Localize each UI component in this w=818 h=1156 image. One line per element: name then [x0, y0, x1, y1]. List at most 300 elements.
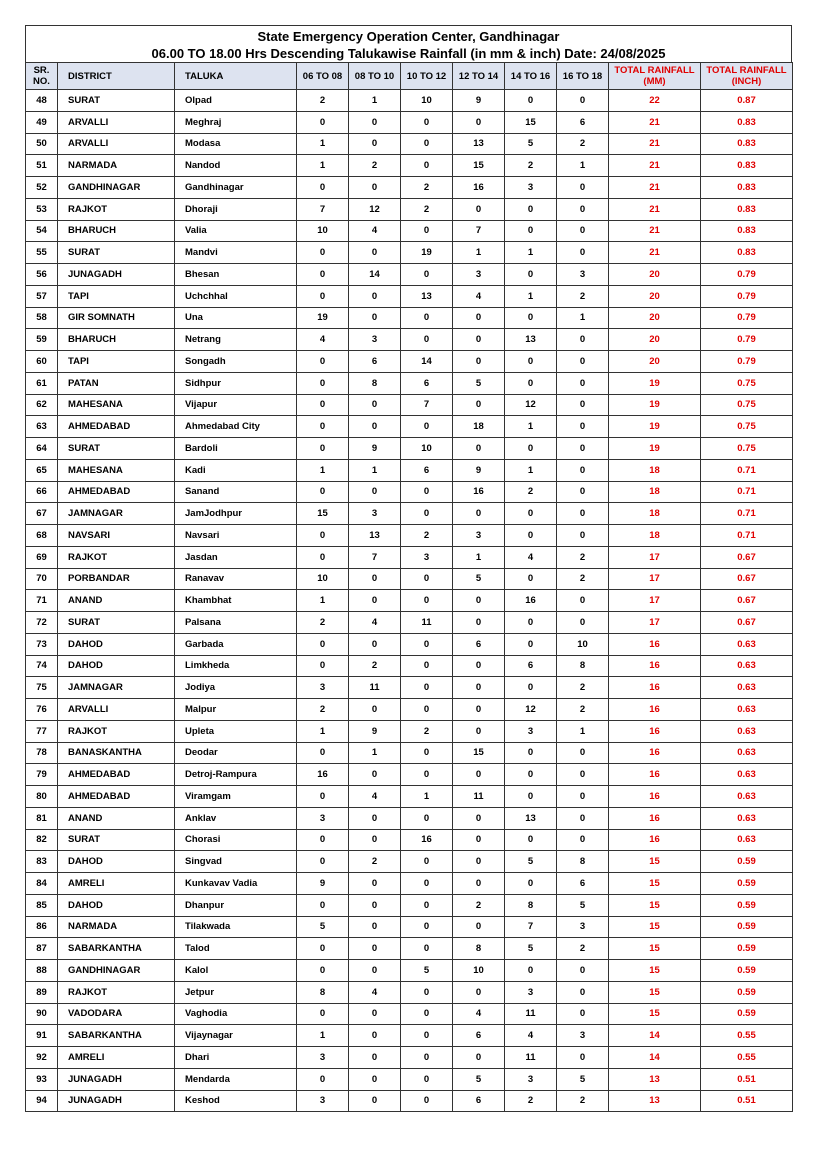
- cell-taluka: Vaghodia: [175, 1003, 297, 1025]
- cell-taluka: Sanand: [175, 481, 297, 503]
- cell-08-10: 1: [349, 742, 401, 764]
- cell-10-12: 0: [401, 264, 453, 286]
- table-row: [26, 960, 793, 982]
- cell-taluka: Kadi: [175, 459, 297, 481]
- cell-06-08: 0: [297, 177, 349, 199]
- rainfall-report: [25, 25, 792, 1112]
- cell-08-10: 0: [349, 1003, 401, 1025]
- cell-06-08: 10: [297, 568, 349, 590]
- cell-district: GIR SOMNATH: [58, 307, 175, 329]
- cell-total-mm: 21: [609, 111, 701, 133]
- cell-12-14: 0: [453, 916, 505, 938]
- cell-06-08: 0: [297, 372, 349, 394]
- cell-10-12: 0: [401, 916, 453, 938]
- cell-district: SURAT: [58, 242, 175, 264]
- cell-total-mm: 16: [609, 764, 701, 786]
- table-row: [26, 1025, 793, 1047]
- header-total-mm: TOTAL RAINFALL (MM): [609, 63, 701, 90]
- cell-district: SABARKANTHA: [58, 938, 175, 960]
- cell-district: RAJKOT: [58, 720, 175, 742]
- cell-08-10: 0: [349, 894, 401, 916]
- cell-taluka: Malpur: [175, 699, 297, 721]
- header-16-18: 16 TO 18: [557, 63, 609, 90]
- cell-14-16: 11: [505, 1003, 557, 1025]
- cell-08-10: 0: [349, 764, 401, 786]
- cell-district: JUNAGADH: [58, 1068, 175, 1090]
- cell-16-18: 0: [557, 329, 609, 351]
- cell-taluka: Jodiya: [175, 677, 297, 699]
- cell-10-12: 5: [401, 960, 453, 982]
- cell-08-10: 13: [349, 525, 401, 547]
- cell-12-14: 0: [453, 851, 505, 873]
- cell-16-18: 3: [557, 264, 609, 286]
- cell-14-16: 2: [505, 155, 557, 177]
- table-row: [26, 264, 793, 286]
- cell-sr-no: 75: [26, 677, 58, 699]
- cell-total-inch: 0.59: [701, 981, 793, 1003]
- cell-12-14: 0: [453, 111, 505, 133]
- table-row: [26, 655, 793, 677]
- cell-total-mm: 15: [609, 938, 701, 960]
- cell-district: JUNAGADH: [58, 264, 175, 286]
- cell-10-12: 0: [401, 481, 453, 503]
- table-row: [26, 329, 793, 351]
- cell-total-inch: 0.79: [701, 285, 793, 307]
- cell-08-10: 9: [349, 438, 401, 460]
- cell-16-18: 0: [557, 220, 609, 242]
- cell-12-14: 0: [453, 394, 505, 416]
- cell-total-mm: 17: [609, 546, 701, 568]
- cell-taluka: Detroj-Rampura: [175, 764, 297, 786]
- cell-16-18: 0: [557, 1003, 609, 1025]
- cell-sr-no: 74: [26, 655, 58, 677]
- cell-total-inch: 0.55: [701, 1047, 793, 1069]
- cell-district: GANDHINAGAR: [58, 960, 175, 982]
- cell-14-16: 0: [505, 503, 557, 525]
- cell-12-14: 0: [453, 807, 505, 829]
- cell-total-mm: 15: [609, 873, 701, 895]
- cell-10-12: 0: [401, 503, 453, 525]
- header-14-16: 14 TO 16: [505, 63, 557, 90]
- cell-sr-no: 88: [26, 960, 58, 982]
- cell-district: SURAT: [58, 612, 175, 634]
- cell-06-08: 0: [297, 546, 349, 568]
- cell-total-inch: 0.71: [701, 459, 793, 481]
- cell-10-12: 0: [401, 1047, 453, 1069]
- cell-16-18: 1: [557, 307, 609, 329]
- cell-sr-no: 51: [26, 155, 58, 177]
- cell-total-mm: 15: [609, 960, 701, 982]
- cell-taluka: Tilakwada: [175, 916, 297, 938]
- cell-06-08: 0: [297, 894, 349, 916]
- cell-taluka: Olpad: [175, 90, 297, 112]
- cell-16-18: 0: [557, 612, 609, 634]
- cell-06-08: 0: [297, 285, 349, 307]
- cell-total-mm: 16: [609, 655, 701, 677]
- cell-taluka: Meghraj: [175, 111, 297, 133]
- cell-12-14: 1: [453, 242, 505, 264]
- cell-total-inch: 0.59: [701, 938, 793, 960]
- cell-08-10: 0: [349, 873, 401, 895]
- cell-10-12: 10: [401, 438, 453, 460]
- cell-08-10: 14: [349, 264, 401, 286]
- table-row: [26, 351, 793, 373]
- cell-10-12: 0: [401, 677, 453, 699]
- table-row: [26, 133, 793, 155]
- cell-16-18: 0: [557, 807, 609, 829]
- cell-12-14: 2: [453, 894, 505, 916]
- table-row: [26, 546, 793, 568]
- cell-16-18: 0: [557, 829, 609, 851]
- cell-total-inch: 0.75: [701, 416, 793, 438]
- table-row: [26, 1003, 793, 1025]
- table-row: [26, 829, 793, 851]
- cell-12-14: 4: [453, 285, 505, 307]
- cell-sr-no: 69: [26, 546, 58, 568]
- cell-taluka: Sidhpur: [175, 372, 297, 394]
- table-row: [26, 786, 793, 808]
- cell-08-10: 0: [349, 916, 401, 938]
- table-row: [26, 285, 793, 307]
- cell-total-mm: 20: [609, 285, 701, 307]
- cell-16-18: 0: [557, 416, 609, 438]
- cell-total-mm: 14: [609, 1047, 701, 1069]
- table-row: [26, 1090, 793, 1112]
- cell-total-mm: 16: [609, 699, 701, 721]
- cell-10-12: 16: [401, 829, 453, 851]
- cell-total-inch: 0.63: [701, 633, 793, 655]
- cell-12-14: 0: [453, 612, 505, 634]
- cell-taluka: Dhari: [175, 1047, 297, 1069]
- cell-taluka: Dhanpur: [175, 894, 297, 916]
- cell-06-08: 0: [297, 351, 349, 373]
- cell-12-14: 7: [453, 220, 505, 242]
- cell-district: PORBANDAR: [58, 568, 175, 590]
- cell-taluka: Limkheda: [175, 655, 297, 677]
- cell-sr-no: 50: [26, 133, 58, 155]
- cell-total-inch: 0.87: [701, 90, 793, 112]
- cell-district: PATAN: [58, 372, 175, 394]
- cell-16-18: 2: [557, 677, 609, 699]
- table-row: [26, 503, 793, 525]
- cell-12-14: 5: [453, 1068, 505, 1090]
- cell-16-18: 6: [557, 111, 609, 133]
- cell-taluka: Keshod: [175, 1090, 297, 1112]
- cell-08-10: 2: [349, 155, 401, 177]
- cell-16-18: 2: [557, 938, 609, 960]
- cell-taluka: Gandhinagar: [175, 177, 297, 199]
- cell-12-14: 0: [453, 720, 505, 742]
- cell-14-16: 4: [505, 1025, 557, 1047]
- cell-12-14: 0: [453, 351, 505, 373]
- cell-16-18: 2: [557, 568, 609, 590]
- cell-06-08: 1: [297, 133, 349, 155]
- table-row: [26, 1047, 793, 1069]
- cell-14-16: 0: [505, 438, 557, 460]
- cell-total-mm: 17: [609, 612, 701, 634]
- cell-taluka: Mendarda: [175, 1068, 297, 1090]
- cell-total-inch: 0.75: [701, 394, 793, 416]
- cell-district: SABARKANTHA: [58, 1025, 175, 1047]
- cell-district: ANAND: [58, 590, 175, 612]
- cell-district: MAHESANA: [58, 459, 175, 481]
- cell-district: VADODARA: [58, 1003, 175, 1025]
- cell-total-mm: 19: [609, 394, 701, 416]
- cell-06-08: 8: [297, 981, 349, 1003]
- cell-14-16: 13: [505, 807, 557, 829]
- cell-16-18: 2: [557, 546, 609, 568]
- cell-total-inch: 0.63: [701, 742, 793, 764]
- table-row: [26, 677, 793, 699]
- cell-taluka: Kalol: [175, 960, 297, 982]
- cell-12-14: 10: [453, 960, 505, 982]
- cell-total-mm: 21: [609, 133, 701, 155]
- cell-14-16: 0: [505, 829, 557, 851]
- table-header-row: [26, 63, 793, 90]
- cell-total-mm: 15: [609, 1003, 701, 1025]
- cell-total-mm: 16: [609, 742, 701, 764]
- cell-total-inch: 0.75: [701, 372, 793, 394]
- cell-total-mm: 16: [609, 720, 701, 742]
- cell-14-16: 1: [505, 285, 557, 307]
- cell-total-mm: 16: [609, 633, 701, 655]
- cell-total-mm: 21: [609, 155, 701, 177]
- table-row: [26, 416, 793, 438]
- cell-10-12: 0: [401, 329, 453, 351]
- cell-16-18: 0: [557, 742, 609, 764]
- cell-total-mm: 20: [609, 351, 701, 373]
- table-row: [26, 242, 793, 264]
- cell-sr-no: 94: [26, 1090, 58, 1112]
- table-row: [26, 177, 793, 199]
- cell-total-mm: 15: [609, 894, 701, 916]
- cell-sr-no: 87: [26, 938, 58, 960]
- cell-08-10: 1: [349, 459, 401, 481]
- cell-06-08: 0: [297, 655, 349, 677]
- cell-10-12: 0: [401, 133, 453, 155]
- cell-sr-no: 80: [26, 786, 58, 808]
- cell-12-14: 11: [453, 786, 505, 808]
- cell-08-10: 0: [349, 133, 401, 155]
- cell-10-12: 3: [401, 546, 453, 568]
- cell-10-12: 6: [401, 459, 453, 481]
- cell-12-14: 0: [453, 307, 505, 329]
- cell-12-14: 6: [453, 1025, 505, 1047]
- cell-06-08: 3: [297, 1047, 349, 1069]
- cell-08-10: 4: [349, 220, 401, 242]
- cell-10-12: 0: [401, 981, 453, 1003]
- cell-06-08: 3: [297, 1090, 349, 1112]
- cell-16-18: 0: [557, 438, 609, 460]
- cell-10-12: 1: [401, 786, 453, 808]
- table-row: [26, 873, 793, 895]
- cell-08-10: 3: [349, 503, 401, 525]
- cell-16-18: 1: [557, 155, 609, 177]
- cell-total-mm: 16: [609, 677, 701, 699]
- table-row: [26, 481, 793, 503]
- cell-district: DAHOD: [58, 633, 175, 655]
- cell-sr-no: 77: [26, 720, 58, 742]
- cell-taluka: Navsari: [175, 525, 297, 547]
- cell-06-08: 1: [297, 459, 349, 481]
- cell-sr-no: 63: [26, 416, 58, 438]
- cell-district: DAHOD: [58, 894, 175, 916]
- cell-14-16: 0: [505, 633, 557, 655]
- cell-06-08: 3: [297, 807, 349, 829]
- cell-08-10: 6: [349, 351, 401, 373]
- cell-sr-no: 60: [26, 351, 58, 373]
- cell-16-18: 0: [557, 198, 609, 220]
- cell-06-08: 1: [297, 720, 349, 742]
- cell-total-inch: 0.67: [701, 546, 793, 568]
- cell-14-16: 0: [505, 568, 557, 590]
- cell-14-16: 12: [505, 699, 557, 721]
- cell-16-18: 0: [557, 242, 609, 264]
- cell-district: RAJKOT: [58, 198, 175, 220]
- cell-total-inch: 0.59: [701, 1003, 793, 1025]
- header-taluka: TALUKA: [175, 63, 297, 90]
- cell-08-10: 11: [349, 677, 401, 699]
- cell-08-10: 0: [349, 394, 401, 416]
- cell-06-08: 0: [297, 938, 349, 960]
- cell-taluka: Dhoraji: [175, 198, 297, 220]
- cell-total-mm: 19: [609, 438, 701, 460]
- cell-16-18: 0: [557, 764, 609, 786]
- cell-16-18: 0: [557, 981, 609, 1003]
- cell-taluka: Songadh: [175, 351, 297, 373]
- cell-14-16: 0: [505, 90, 557, 112]
- cell-taluka: Nandod: [175, 155, 297, 177]
- cell-12-14: 0: [453, 590, 505, 612]
- cell-sr-no: 83: [26, 851, 58, 873]
- table-row: [26, 198, 793, 220]
- cell-08-10: 0: [349, 285, 401, 307]
- cell-total-inch: 0.59: [701, 873, 793, 895]
- cell-10-12: 0: [401, 764, 453, 786]
- cell-taluka: Ahmedabad City: [175, 416, 297, 438]
- cell-12-14: 0: [453, 198, 505, 220]
- cell-12-14: 0: [453, 655, 505, 677]
- cell-08-10: 3: [349, 329, 401, 351]
- cell-total-inch: 0.71: [701, 481, 793, 503]
- cell-14-16: 16: [505, 590, 557, 612]
- cell-10-12: 2: [401, 198, 453, 220]
- cell-sr-no: 76: [26, 699, 58, 721]
- cell-total-inch: 0.63: [701, 764, 793, 786]
- cell-district: AHMEDABAD: [58, 481, 175, 503]
- table-row: [26, 459, 793, 481]
- cell-06-08: 19: [297, 307, 349, 329]
- cell-08-10: 0: [349, 242, 401, 264]
- report-subtitle: 06.00 TO 18.00 Hrs Descending Talukawise Rainfall (in mm & inch) Date: 24/08/2025: [151, 46, 666, 61]
- cell-08-10: 0: [349, 111, 401, 133]
- table-row: [26, 525, 793, 547]
- cell-sr-no: 72: [26, 612, 58, 634]
- cell-08-10: 0: [349, 829, 401, 851]
- cell-08-10: 12: [349, 198, 401, 220]
- cell-14-16: 0: [505, 960, 557, 982]
- table-row: [26, 807, 793, 829]
- cell-sr-no: 56: [26, 264, 58, 286]
- cell-district: DAHOD: [58, 655, 175, 677]
- cell-06-08: 3: [297, 677, 349, 699]
- cell-12-14: 4: [453, 1003, 505, 1025]
- cell-total-inch: 0.71: [701, 503, 793, 525]
- cell-sr-no: 48: [26, 90, 58, 112]
- cell-taluka: Modasa: [175, 133, 297, 155]
- cell-district: JUNAGADH: [58, 1090, 175, 1112]
- cell-total-inch: 0.59: [701, 960, 793, 982]
- cell-total-mm: 14: [609, 1025, 701, 1047]
- cell-sr-no: 65: [26, 459, 58, 481]
- cell-taluka: Bardoli: [175, 438, 297, 460]
- cell-total-inch: 0.59: [701, 851, 793, 873]
- cell-total-mm: 18: [609, 459, 701, 481]
- cell-sr-no: 78: [26, 742, 58, 764]
- cell-10-12: 0: [401, 873, 453, 895]
- header-10-12: 10 TO 12: [401, 63, 453, 90]
- cell-14-16: 1: [505, 416, 557, 438]
- report-title: State Emergency Operation Center, Gandhinagar: [257, 29, 560, 44]
- cell-district: AHMEDABAD: [58, 786, 175, 808]
- cell-16-18: 3: [557, 916, 609, 938]
- cell-06-08: 0: [297, 786, 349, 808]
- cell-taluka: Viramgam: [175, 786, 297, 808]
- cell-12-14: 6: [453, 1090, 505, 1112]
- cell-total-mm: 18: [609, 481, 701, 503]
- cell-10-12: 14: [401, 351, 453, 373]
- cell-06-08: 2: [297, 612, 349, 634]
- cell-total-inch: 0.83: [701, 198, 793, 220]
- table-row: [26, 90, 793, 112]
- cell-16-18: 0: [557, 351, 609, 373]
- cell-total-mm: 13: [609, 1090, 701, 1112]
- cell-total-inch: 0.83: [701, 242, 793, 264]
- table-row: [26, 894, 793, 916]
- cell-12-14: 0: [453, 677, 505, 699]
- cell-16-18: 1: [557, 720, 609, 742]
- cell-14-16: 0: [505, 612, 557, 634]
- cell-06-08: 0: [297, 960, 349, 982]
- cell-taluka: Bhesan: [175, 264, 297, 286]
- cell-16-18: 0: [557, 590, 609, 612]
- table-row: [26, 155, 793, 177]
- cell-sr-no: 82: [26, 829, 58, 851]
- cell-12-14: 16: [453, 177, 505, 199]
- cell-10-12: 2: [401, 720, 453, 742]
- table-row: [26, 699, 793, 721]
- cell-14-16: 8: [505, 894, 557, 916]
- cell-14-16: 6: [505, 655, 557, 677]
- cell-06-08: 1: [297, 590, 349, 612]
- cell-taluka: Una: [175, 307, 297, 329]
- cell-district: ANAND: [58, 807, 175, 829]
- cell-14-16: 11: [505, 1047, 557, 1069]
- cell-total-mm: 17: [609, 568, 701, 590]
- cell-16-18: 0: [557, 525, 609, 547]
- cell-total-mm: 16: [609, 786, 701, 808]
- cell-total-inch: 0.83: [701, 220, 793, 242]
- table-body: [26, 90, 793, 1112]
- cell-08-10: 0: [349, 1047, 401, 1069]
- cell-district: AMRELI: [58, 873, 175, 895]
- cell-10-12: 0: [401, 699, 453, 721]
- cell-sr-no: 53: [26, 198, 58, 220]
- cell-10-12: 0: [401, 1068, 453, 1090]
- cell-total-mm: 20: [609, 307, 701, 329]
- cell-10-12: 0: [401, 307, 453, 329]
- cell-06-08: 0: [297, 481, 349, 503]
